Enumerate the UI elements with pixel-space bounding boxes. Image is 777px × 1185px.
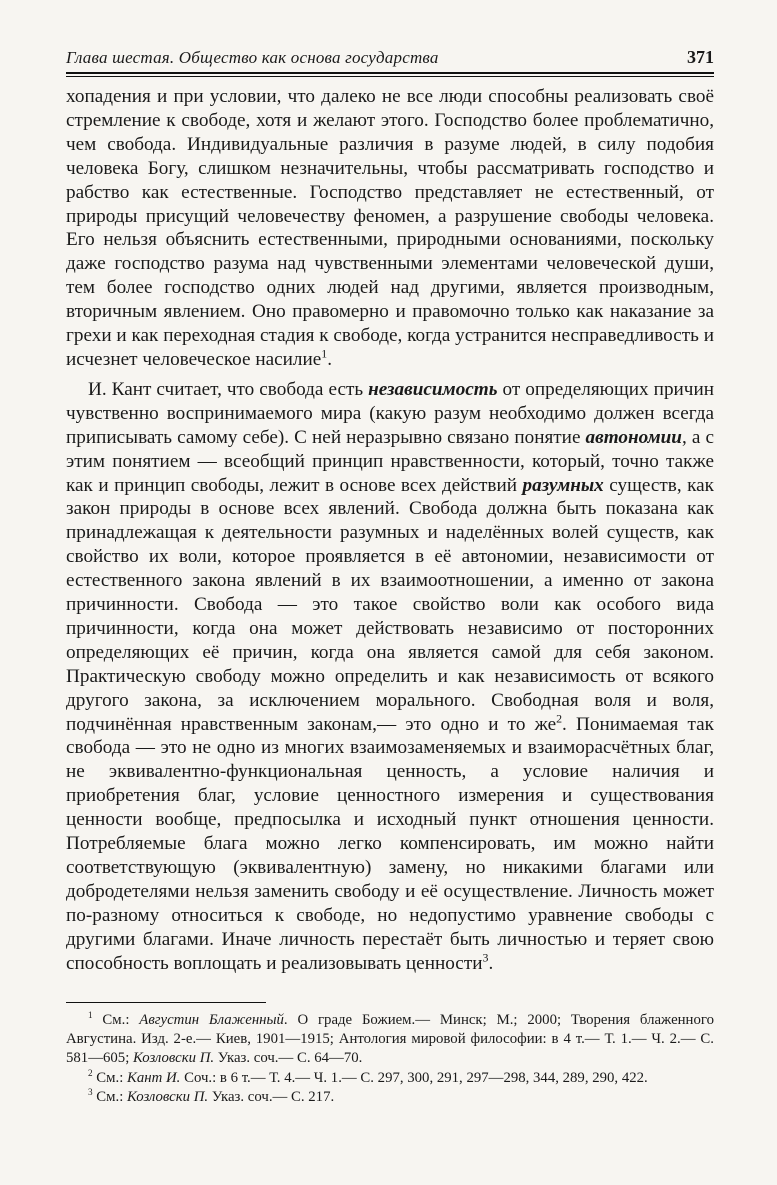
footnote-ref: 3 bbox=[482, 950, 489, 965]
emphasis-text: автономии bbox=[585, 426, 682, 448]
text-run: от определяющих причин чувственно воспринимаемого мира (какую разум необходимо должен всегда приписывать самому себе). С ней неразрывно связано понятие bbox=[66, 378, 714, 448]
page-number: 371 bbox=[687, 47, 714, 67]
paragraph bbox=[66, 378, 714, 976]
emphasis-text: Кант И. bbox=[127, 1069, 181, 1086]
text-run: См.: bbox=[92, 1011, 140, 1028]
emphasis-text: Козловски П. bbox=[133, 1050, 215, 1067]
text-run: . Понимаемая так свобода — это не одно из многих взаимозаменяемых и взаиморасчётных благ, не эквивалентно-функциональная ценность, а условие наличия и приобретения благ, условие ценностного измерения и существования ценности вообще, предпосылка и исходный пункт отношения ценности. Потребляемые блага можно легко компенсировать, им можно найти соответствующую (эквивалентную) замену, но никакими благами или добродетелями нельзя заменить свободу и её осуществление. Личность может по-разному относиться к свободе, но недопустимо уравнение свободы с другими благами. Иначе личность перестаёт быть личностью и теряет свою способность воплощать и реализовывать ценности bbox=[66, 713, 714, 974]
text-run: . О граде Божием.— Минск; М.; 2000; Творения блаженного Августина. Изд. 2-е.— Киев, 1901—1915; Антология мировой философии: в 4 т.— Т. 1.— Ч. 2.— С. 581—605; bbox=[66, 1011, 714, 1067]
text-run: См.: bbox=[92, 1069, 128, 1086]
text-run: И. Кант считает, что свобода есть bbox=[88, 378, 369, 400]
footnote bbox=[66, 1088, 714, 1107]
footnote-ref: 3 bbox=[88, 1087, 93, 1098]
emphasis-text: разумных bbox=[522, 474, 604, 496]
book-page bbox=[66, 38, 714, 1108]
text-run: , а с этим понятием — всеобщий принцип нравственности, который, точно также как и принцип свободы, лежит в основе всех действий bbox=[66, 426, 714, 496]
chapter-title: Глава шестая. Общество как основа государства bbox=[66, 48, 439, 67]
text-run: . bbox=[488, 952, 494, 974]
footnote-separator bbox=[66, 1002, 266, 1003]
text-run: Указ. соч.— С. 64—70. bbox=[214, 1050, 363, 1067]
text-run: хопадения и при условии, что далеко не все люди способны реализовать своё стремление к свободе, хотя и желают этого. Господство более проблематично, чем свобода. Индивидуальные различия в разуме людей, в силу подобия человека Богу, слишком незначительны, чтобы рассматривать господство и рабство как естественные. Господство представляет не естественный, от природы присущий человечеству феномен, а разрушение свободы человека. Его нельзя объяснить естественными, природными основаниями, поскольку даже господство разума над чувственными элементами человеческой души, тем более господство одних людей над другими, является производным, вторичным явлением. Оно правомерно и правомочно только как наказание за грехи и как переходная стадия к свободе, когда устранится несправедливость и исчезнет человеческое насилие bbox=[66, 86, 714, 370]
footnote-ref: 1 bbox=[321, 346, 328, 361]
footnote-ref: 2 bbox=[88, 1067, 93, 1078]
running-header bbox=[66, 38, 714, 68]
footnote bbox=[66, 1069, 714, 1088]
footnote-ref: 1 bbox=[88, 1009, 93, 1020]
emphasis-text: Августин Блаженный bbox=[139, 1011, 284, 1028]
paragraph bbox=[66, 85, 714, 372]
emphasis-text: независимость bbox=[368, 378, 498, 400]
text-run: См.: bbox=[92, 1089, 128, 1106]
main-text bbox=[66, 85, 714, 976]
emphasis-text: Козловски П. bbox=[127, 1089, 209, 1106]
text-run: . bbox=[327, 348, 332, 370]
footnote bbox=[66, 1011, 714, 1069]
header-rule bbox=[66, 72, 714, 74]
text-run: Указ. соч.— С. 217. bbox=[208, 1089, 335, 1106]
text-run: Соч.: в 6 т.— Т. 4.— Ч. 1.— С. 297, 300, 291, 297—298, 344, 289, 290, 422. bbox=[180, 1069, 648, 1086]
footnotes bbox=[66, 1011, 714, 1108]
footnote-ref: 2 bbox=[556, 711, 563, 726]
text-run: существ, как закон природы в основе всех явлений. Свобода должна быть показана как принадлежащая к деятельности разумных и наделённых волей существ, как свойство их воли, которое проявляется в её автономии, независимости от естественного закона явлений в их взаимоотношении, а именно от закона причинности. Свобода — это такое свойство воли как особого вида причинности, когда она может действовать независимо от посторонних определяющих её причин, когда она является самой для себя законом. Практическую свободу можно определить и как независимость от всякого другого закона, за исключением морального. Свободная воля и воля, подчинённая нравственным законам,— это одно и то же bbox=[66, 474, 714, 735]
header-rule-thin bbox=[66, 76, 714, 77]
